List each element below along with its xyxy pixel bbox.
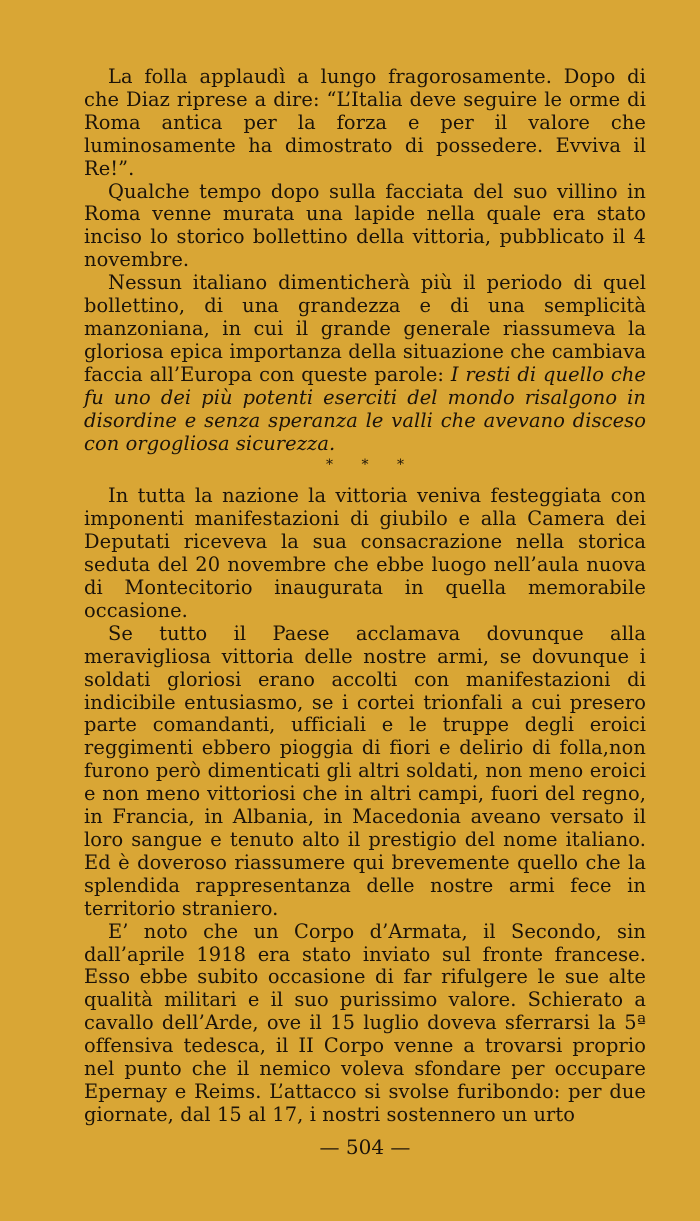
paragraph-4: In tutta la nazione la vittoria veniva festeggiata con imponenti manifestazioni di giubilo e alla Camera dei Deputati riceveva la sua consacrazione nella storica seduta del 20 novembre che ebbe luogo nell’aula nuova di Montecitorio inaugurata in quella memorabile occasione.	[84, 484, 646, 622]
page-number: — 504 —	[319, 1134, 411, 1159]
section-separator: * * *	[326, 457, 416, 474]
paragraph-6: E’ noto che un Corpo d’Armata, il Secondo, sin dall’aprile 1918 era stato inviato sul fronte francese. Esso ebbe subito occasione di far rifulgere le sue alte qualità militari e il suo purissimo valore. Schierato a cavallo dell’Arde, ove il 15 luglio doveva sferrarsi la 5ª offensiva tedesca, il II Corpo venne a trovarsi proprio nel punto che il nemico voleva sfondare per occupare Epernay e Reims. L’attacco si svolse furibondo: per due giornate, dal 15 al 17, i nostri sostennero un urto	[84, 919, 646, 1126]
paragraph-3-text: Nessun italiano dimenticherà più il periodo di quel bollettino, di una grandezza e di una semplicità manzoniana, in cui il grande generale riassumeva la gloriosa epica importanza della situazione che cambiava faccia all’Europa con queste parole:	[84, 271, 646, 386]
paragraph-3	[84, 272, 646, 455]
paragraph-2: Qualche tempo dopo sulla facciata del suo villino in Roma venne murata una lapide nella quale era stato inciso lo storico bollettino della vittoria, pubblicato il 4 novembre.	[84, 179, 646, 272]
paragraph-3-quote: I resti di quello che fu uno dei più potenti eserciti del mondo risalgono in disordine e senza speranza le valli che avevano disceso con orgogliosa sicurezza.	[84, 362, 647, 455]
paragraph-5: Se tutto il Paese acclamava dovunque alla meravigliosa vittoria delle nostre armi, se dovunque i soldati gloriosi erano accolti con manifestazioni di indicibile entusiasmo, se i cortei trionfali a cui presero parte comandanti, ufficiali e le truppe degli eroici reggimenti ebbero pioggia di fiori e delirio di folla,non furono però dimenticati gli altri soldati, non meno eroici e non meno vittoriosi che in altri campi, fuori del regno, in Francia, in Albania, in Macedonia aveano versato il loro sangue e tenuto alto il prestigio del nome italiano. Ed è doveroso riassumere qui brevemente quello che la splendida rappresentanza delle nostre armi fece in territorio straniero.	[84, 621, 646, 920]
paragraph-1: La folla applaudì a lungo fragorosamente. Dopo di che Diaz riprese a dire: “L’Italia deve seguire le orme di Roma antica per la forza e per il valore che luminosamente ha dimostrato di possedere. Evviva il Re!”.	[84, 65, 646, 180]
page-body	[84, 66, 646, 1159]
